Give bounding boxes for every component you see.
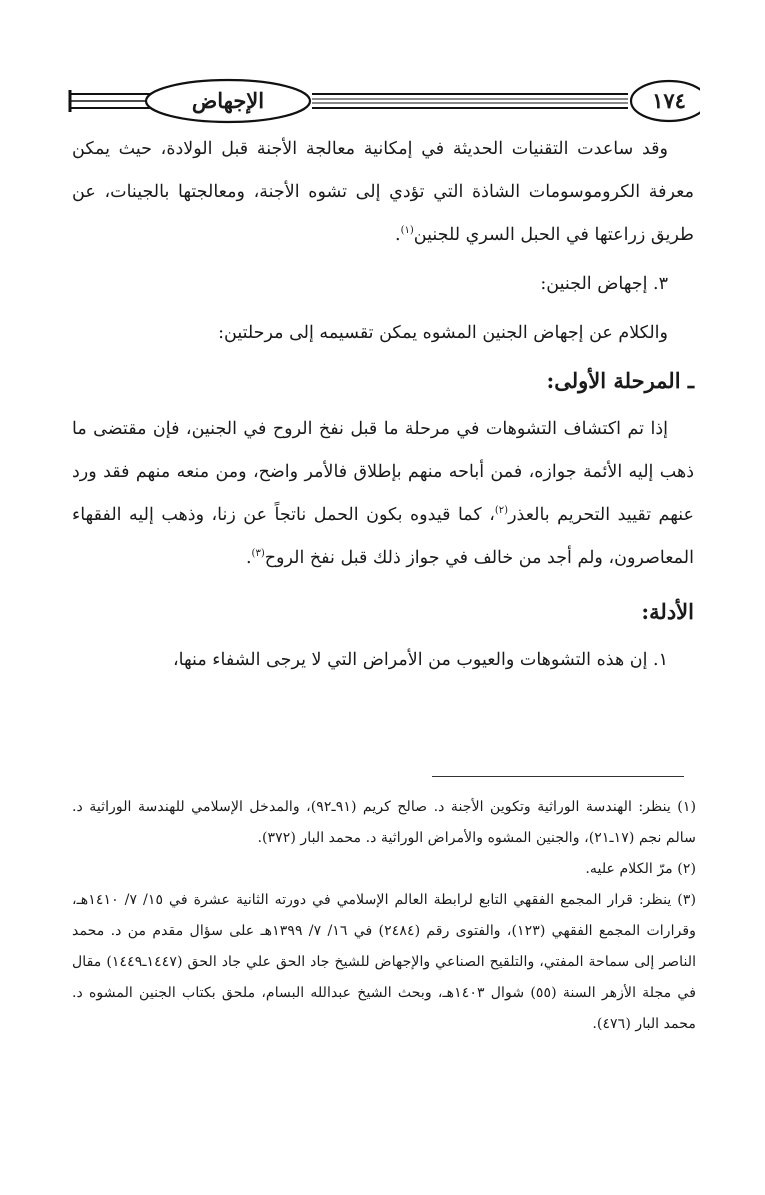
paragraph-text: ، كما قيدوه بكون الحمل ناتجاً عن زنا، وذهب إليه الفقهاء المعاصرون، ولم أجد من خالف في جواز ذلك قبل نفخ الروح — [72, 505, 694, 568]
paragraph — [72, 128, 694, 257]
page-header — [66, 74, 700, 130]
footnote-ref: (٢) — [494, 505, 509, 517]
paragraph-text: إذا تم اكتشاف التشوهات في مرحلة ما قبل نفخ الروح في الجنين، فإن مقتضى ما ذهب إليه الأئمة جوازه، فمن أباحه منهم بإطلاق فالأمر واضح، ومن منعه منهم فقد ورد عنهم تقييد التحريم بالعذر — [72, 419, 694, 525]
footnotes — [72, 792, 696, 1040]
numbered-item: ٣. إجهاض الجنين: — [540, 274, 668, 294]
paragraph: والكلام عن إجهاض الجنين المشوه يمكن تقسيمه إلى مرحلتين: — [218, 323, 668, 343]
section-heading: ـ المرحلة الأولى: — [546, 368, 694, 393]
page-number: ١٧٤ — [652, 88, 686, 113]
paragraph-end: . — [245, 548, 252, 568]
chapter-title: الإجهاض — [191, 88, 265, 113]
footnote-ref: (١) — [400, 225, 414, 237]
footnote: (١) ينظر: الهندسة الوراثية وتكوين الأجنة د. صالح كريم (٩١ـ٩٢)، والمدخل الإسلامي للهندسة الوراثية د. سالم نجم (١٧ـ٢١)، والجنين المشوه والأمراض الوراثية د. محمد البار (٣٧٢). — [72, 799, 696, 846]
numbered-item: ١. إن هذه التشوهات والعيوب من الأمراض التي لا يرجى الشفاء منها، — [173, 650, 668, 670]
footnote-separator — [432, 776, 684, 777]
footnote: (٣) ينظر: قرار المجمع الفقهي التابع لرابطة العالم الإسلامي في دورته الثانية عشرة في ١٥/ ٧/ ١٤١٠هـ، وقرارات المجمع الفقهي (١٢٣)، والفتوى رقم (٢٤٨٤) في ١٦/ ٧/ ١٣٩٩هـ على سؤال مقدم من د. محمد الناصر إلى سماحة المفتي، والتلقيح الصناعي والإجهاض للشيخ جاد الحق علي جاد الحق (١٤٤٧ـ١٤٤٩) مقال في مجلة الأزهر السنة (٥٥) شوال ١٤٠٣هـ، وبحث الشيخ عبدالله البسام، ملحق بكتاب الجنين المشوه د. محمد البار (٤٧٦). — [72, 892, 697, 1032]
section-heading: الأدلة: — [641, 599, 694, 624]
paragraph-text: وقد ساعدت التقنيات الحديثة في إمكانية معالجة الأجنة قبل الولادة، حيث يمكن معرفة الكروموسومات الشاذة التي تؤدي إلى تشوه الأجنة، ومعالجتها بالجينات، عن طريق زراعتها في الحبل السري للجنين — [72, 139, 694, 245]
paragraph-end: . — [395, 225, 401, 245]
footnote-ref: (٣) — [251, 548, 265, 560]
paragraph — [72, 408, 694, 580]
main-text — [72, 128, 694, 682]
footnote: (٢) مرّ الكلام عليه. — [585, 861, 696, 877]
